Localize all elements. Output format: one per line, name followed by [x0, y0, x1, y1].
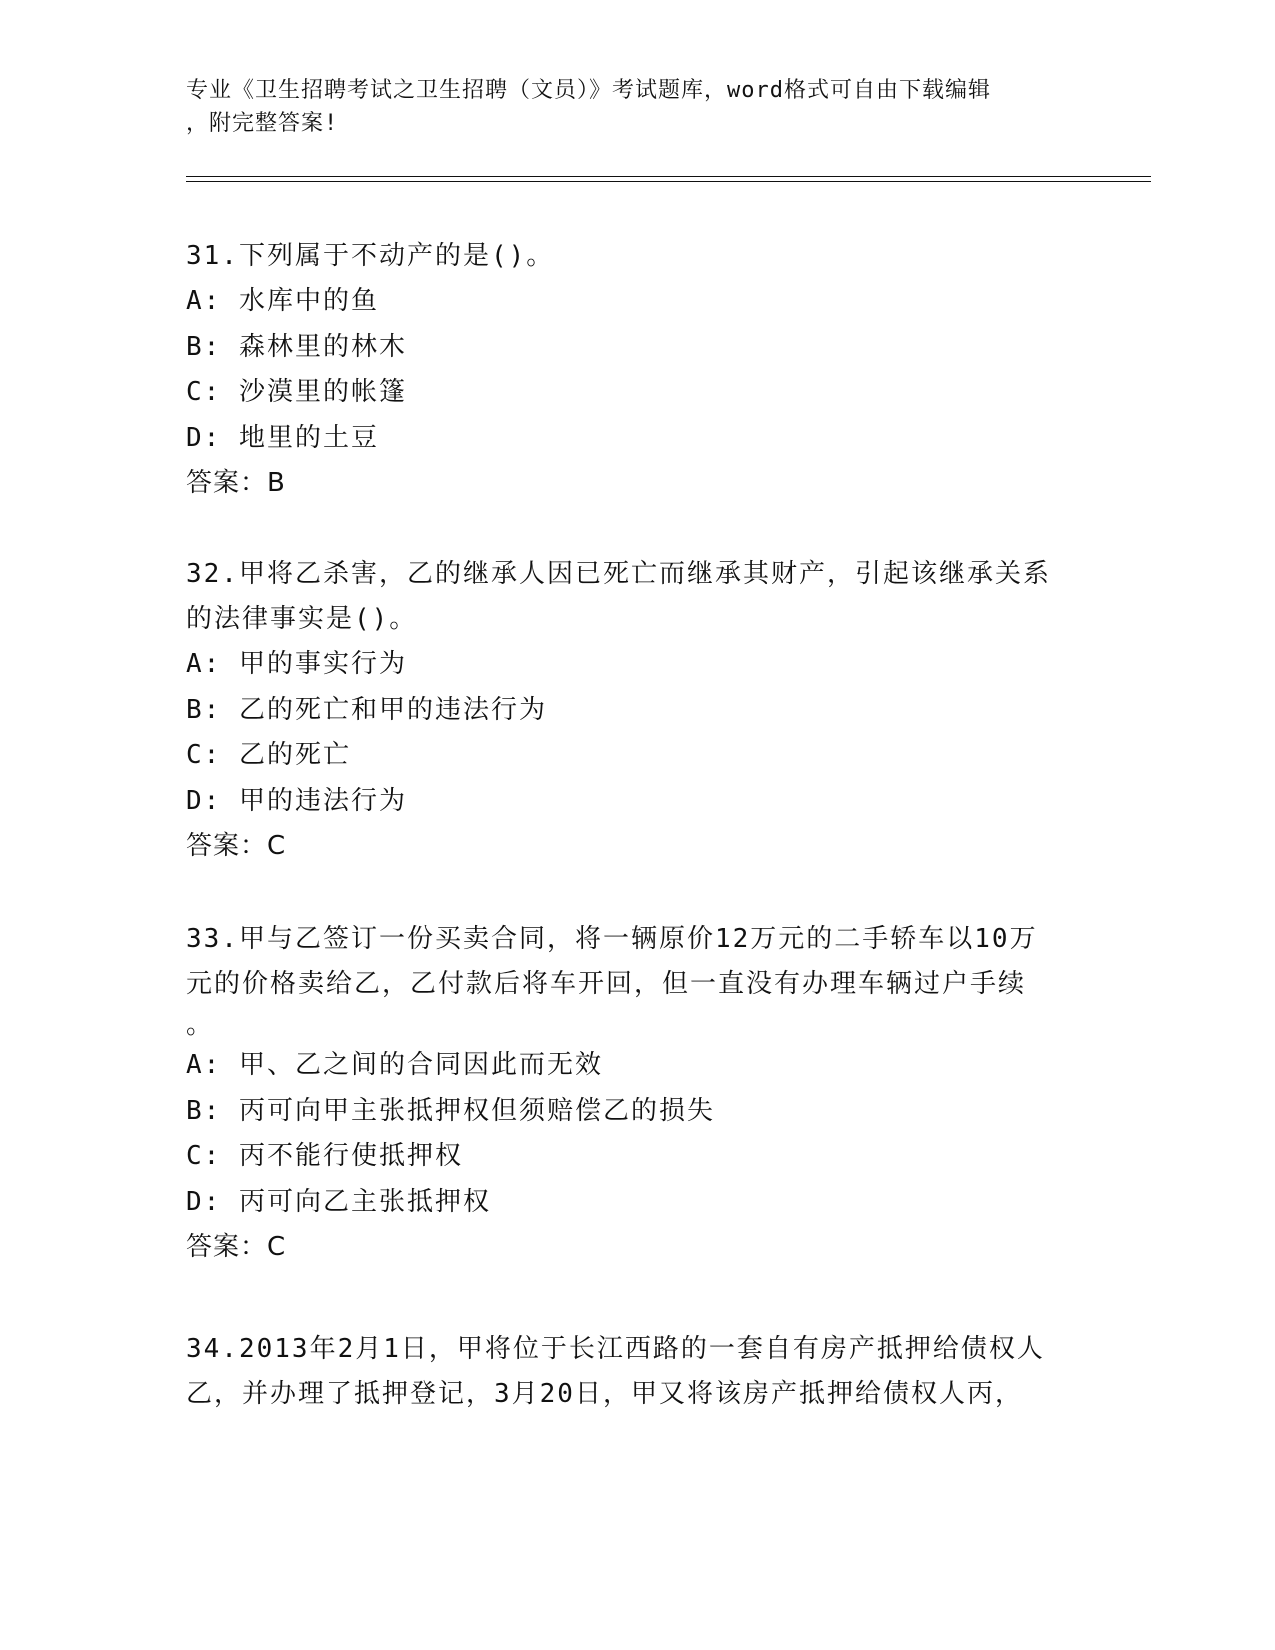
document-header [186, 74, 1066, 140]
option-a: A: 甲、乙之间的合同因此而无效 [186, 1050, 603, 1080]
header-line-1: 专业《卫生招聘考试之卫生招聘（文员）》考试题库，word格式可自由下载编辑 [186, 78, 991, 103]
answer: 答案：C [186, 831, 287, 861]
option-a: A: 水库中的鱼 [186, 286, 379, 316]
question-31 [186, 234, 1086, 506]
header-line-2: ，附完整答案! [186, 111, 339, 136]
question-stem-line-2: 的法律事实是()。 [186, 604, 418, 634]
option-b: B: 森林里的林木 [186, 331, 407, 362]
question-stem: 31.下列属于不动产的是()。 [186, 241, 555, 271]
option-d: D: 丙可向乙主张抵押权 [186, 1186, 491, 1217]
answer: 答案：B [186, 468, 286, 498]
question-stem-line-2: 元的价格卖给乙，乙付款后将车开回，但一直没有办理车辆过户手续 [186, 969, 1027, 999]
option-d: D: 甲的违法行为 [186, 785, 407, 816]
question-33 [186, 917, 1086, 1270]
option-a: A: 甲的事实行为 [186, 649, 407, 679]
option-b: B: 乙的死亡和甲的违法行为 [186, 694, 547, 725]
question-stem-line-1: 33.甲与乙签订一份买卖合同，将一辆原价12万元的二手轿车以10万 [186, 924, 1038, 954]
option-c: C: 乙的死亡 [186, 740, 351, 770]
question-stem-line-3: 。 [186, 1010, 215, 1040]
header-divider-bottom [186, 181, 1151, 182]
answer: 答案：C [186, 1232, 287, 1262]
question-32 [186, 552, 1086, 869]
option-b: B: 丙可向甲主张抵押权但须赔偿乙的损失 [186, 1095, 715, 1126]
question-stem-line-1: 34.2013年2月1日，甲将位于长江西路的一套自有房产抵押给债权人 [186, 1334, 1045, 1364]
question-34 [186, 1327, 1086, 1417]
header-divider-top [186, 176, 1151, 177]
option-d: D: 地里的土豆 [186, 422, 379, 453]
question-stem-line-2: 乙，并办理了抵押登记，3月20日，甲又将该房产抵押给债权人丙， [186, 1379, 1023, 1409]
option-c: C: 沙漠里的帐篷 [186, 377, 407, 407]
question-stem-line-1: 32.甲将乙杀害，乙的继承人因已死亡而继承其财产，引起该继承关系 [186, 559, 1051, 589]
option-c: C: 丙不能行使抵押权 [186, 1141, 463, 1171]
